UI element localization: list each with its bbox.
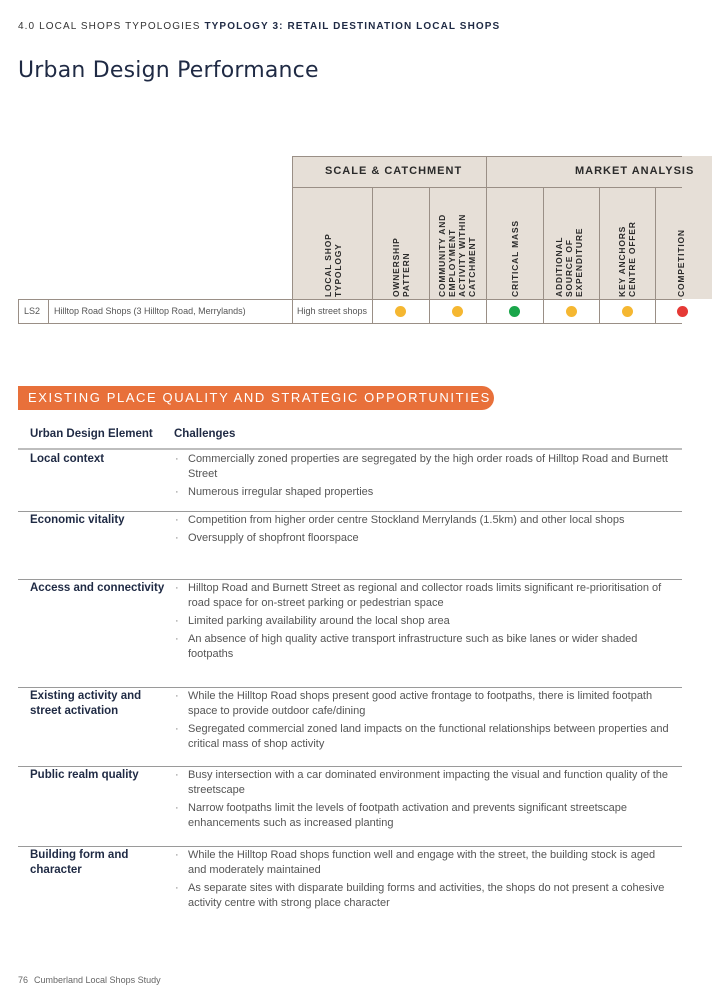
page-title: Urban Design Performance (18, 58, 319, 83)
row-divider (18, 846, 682, 847)
rating-dot (677, 306, 688, 317)
element-label: Economic vitality (30, 514, 125, 526)
row-typology: High street shops (297, 306, 368, 316)
row-divider (18, 687, 682, 688)
table-header-rule (18, 448, 682, 450)
row-id: LS2 (24, 306, 41, 316)
challenge-item: · Busy intersection with a car dominated environment impacting the visual and function quality of the streetscape (174, 768, 674, 798)
challenge-item: · Numerous irregular shaped properties (174, 485, 674, 500)
challenge-item: · While the Hilltop Road shops present good active frontage to footpaths, there is limited footpath space to provide outdoor cafe/dining (174, 689, 674, 719)
element-label: Access and connectivity (30, 582, 165, 594)
rating-dot (509, 306, 520, 317)
challenge-list (174, 452, 674, 503)
document-title: Cumberland Local Shops Study (34, 975, 161, 985)
element-label: Existing activity and street activation (30, 690, 142, 717)
challenge-item: · Hilltop Road and Burnett Street as regional and collector roads limits significant re-prioritisation of road space for on-street parking or pedestrian space (174, 581, 674, 611)
row-divider (18, 579, 682, 580)
element-label: Local context (30, 453, 105, 465)
challenge-list (174, 768, 674, 834)
challenge-item: · While the Hilltop Road shops function well and engage with the street, the building stock is aged and moderately maintained (174, 848, 674, 878)
challenge-list (174, 513, 674, 549)
column-header-challenges: Challenges (174, 428, 236, 440)
row-divider (18, 766, 682, 767)
challenge-item: · Limited parking availability around the local shop area (174, 614, 674, 629)
challenge-list (174, 581, 674, 665)
assessment-matrix: SCALE & CATCHMENT MARKET ANALYSIS LOCAL SHOP TYPOLOGY OWNERSHIP PATTERN COMMUNITY AND EMPLOYMENT ACTIVITY WITHIN CATCHMENT CRITICAL MASS ADDITIONAL SOURCE OF EXPENDITURE KEY ANCHORS CENTRE OFFER COMPETITION LS2 Hilltop Road Shops (3 Hilltop Road, Merrylands) High street shops (0, 0, 682, 330)
challenge-item: · Competition from higher order centre Stockland Merrylands (1.5km) and other local shops (174, 513, 674, 528)
group-header-scale: SCALE & CATCHMENT (325, 165, 463, 177)
rating-dot (622, 306, 633, 317)
challenge-item: · Commercially zoned properties are segregated by the high order roads of Hilltop Road and Burnett Street (174, 452, 674, 482)
challenge-item: · Narrow footpaths limit the levels of footpath activation and prevents significant streetscape enhancements such as increased planting (174, 801, 674, 831)
element-label: Building form and character (30, 849, 129, 876)
header-section: 4.0 LOCAL SHOPS TYPOLOGIES (18, 21, 201, 32)
page-number: 76 (18, 975, 29, 985)
element-label: Public realm quality (30, 769, 139, 781)
challenge-item: · Oversupply of shopfront floorspace (174, 531, 674, 546)
challenge-item: · As separate sites with disparate building forms and activities, the shops do not present a cohesive activity centre with strong place character (174, 881, 674, 911)
group-header-market: MARKET ANALYSIS (575, 165, 695, 177)
rating-dot (566, 306, 577, 317)
challenge-item: · Segregated commercial zoned land impacts on the functional relationships between properties and critical mass of shop activity (174, 722, 674, 752)
challenge-list (174, 848, 674, 914)
section-banner: EXISTING PLACE QUALITY AND STRATEGIC OPPORTUNITIES (18, 386, 494, 410)
row-name: Hilltop Road Shops (3 Hilltop Road, Merrylands) (54, 306, 246, 316)
header-typology: TYPOLOGY 3: RETAIL DESTINATION LOCAL SHOPS (204, 21, 501, 32)
page-footer (18, 975, 167, 985)
row-divider (18, 511, 682, 512)
rating-dot (452, 306, 463, 317)
challenge-item: · An absence of high quality active transport infrastructure such as bike lanes or wider shaded footpaths (174, 632, 674, 662)
rating-dot (395, 306, 406, 317)
challenge-list (174, 689, 674, 755)
column-header-element: Urban Design Element (30, 428, 153, 440)
